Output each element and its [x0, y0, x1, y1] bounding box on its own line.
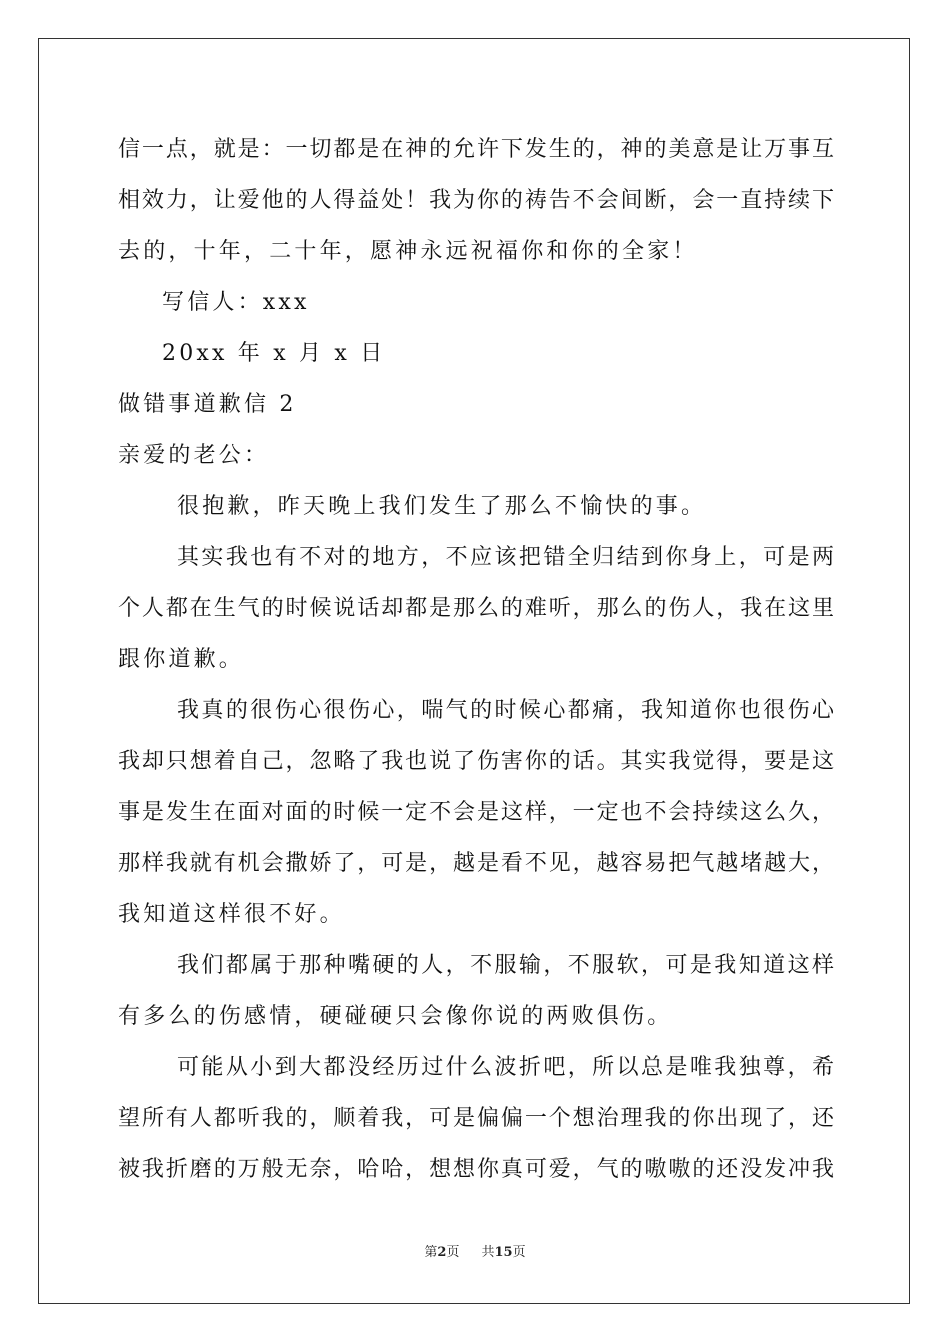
text-line: 信一点，就是：一切都是在神的允许下发生的，神的美意是让万事互 — [118, 137, 834, 162]
page-number: 2 — [437, 1245, 447, 1260]
text-line: 望所有人都听我的，顺着我，可是偏偏一个想治理我的你出现了，还 — [118, 1106, 834, 1131]
text-line: 相效力，让爱他的人得益处！我为你的祷告不会间断，会一直持续下 — [118, 188, 834, 213]
total-suffix: 页 — [512, 1245, 526, 1260]
total-pages: 15 — [494, 1245, 513, 1260]
text-line: 我们都属于那种嘴硬的人，不服输，不服软，可是我知道这样 — [177, 953, 834, 978]
text-line: 我真的很伤心很伤心，喘气的时候心都痛，我知道你也很伤心 — [177, 698, 834, 723]
page-prefix: 第 — [424, 1245, 438, 1260]
letter-body — [118, 124, 834, 1195]
text-line: 事是发生在面对面的时候一定不会是这样，一定也不会持续这么久， — [118, 800, 834, 825]
text-line: 有多么的伤感情，硬碰硬只会像你说的两败俱伤。 — [118, 1004, 673, 1029]
text-line: 跟你道歉。 — [118, 647, 245, 672]
page-footer — [0, 1241, 950, 1260]
salutation: 亲爱的老公： — [118, 443, 270, 468]
date-line: 20xx 年 x 月 x 日 — [162, 341, 386, 366]
text-line: 被我折磨的万般无奈，哈哈，想想你真可爱，气的嗷嗷的还没发冲我 — [118, 1157, 834, 1182]
text-line: 其实我也有不对的地方，不应该把错全归结到你身上，可是两 — [177, 545, 834, 570]
page-suffix: 页 — [446, 1245, 460, 1260]
letter-title: 做错事道歉信 2 — [118, 392, 297, 417]
text-line: 个人都在生气的时候说话却都是那么的难听，那么的伤人，我在这里 — [118, 596, 834, 621]
text-line: 很抱歉，昨天晚上我们发生了那么不愉快的事。 — [177, 494, 707, 519]
text-line: 那样我就有机会撒娇了，可是，越是看不见，越容易把气越堵越大， — [118, 851, 834, 876]
text-line: 我却只想着自己，忽略了我也说了伤害你的话。其实我觉得，要是这 — [118, 749, 834, 774]
signature-line: 写信人：xxx — [162, 290, 310, 315]
text-line: 我知道这样很不好。 — [118, 902, 345, 927]
text-line: 可能从小到大都没经历过什么波折吧，所以总是唯我独尊，希 — [177, 1055, 834, 1080]
total-prefix: 共 — [481, 1245, 495, 1260]
text-line: 去的，十年，二十年，愿神永远祝福你和你的全家！ — [118, 239, 698, 264]
